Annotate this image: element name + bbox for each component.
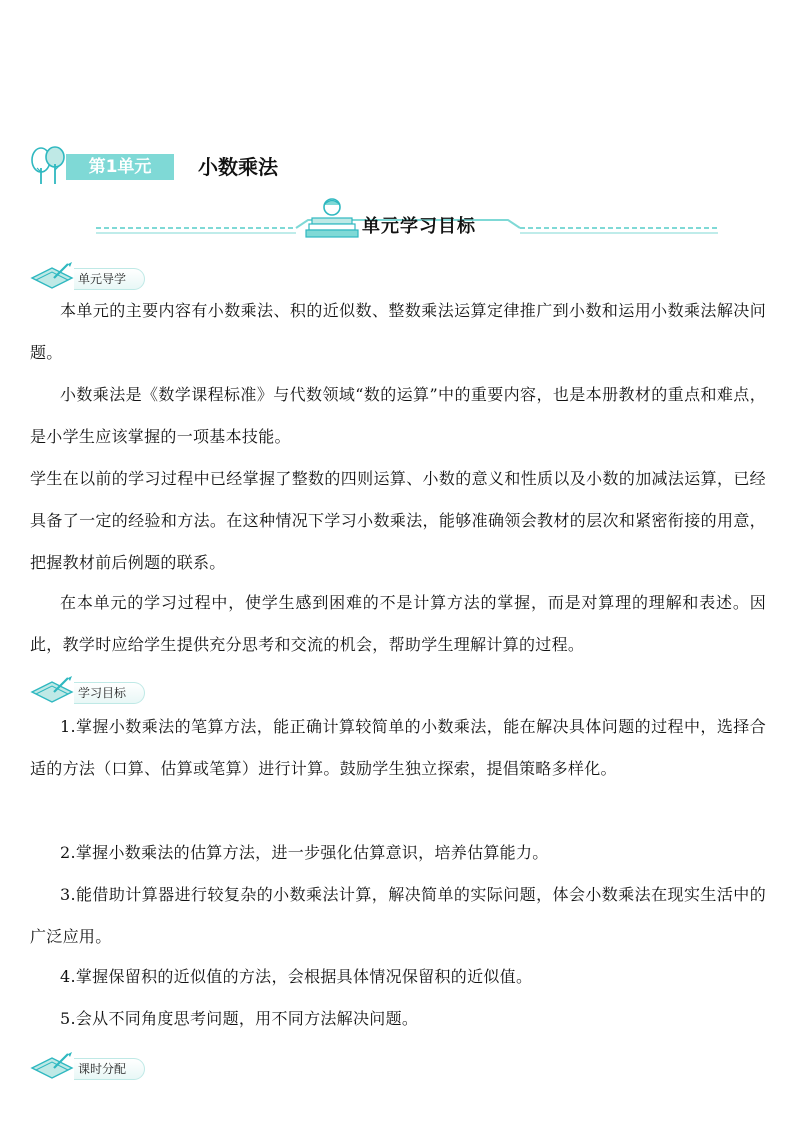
guide-paragraph: 在本单元的学习过程中，使学生感到困难的不是计算方法的掌握，而是对算理的理解和表述。因此，教学时应给学生提供充分思考和交流的机会，帮助学生理解计算的过程。 <box>30 593 766 654</box>
books-reading-icon <box>304 196 360 240</box>
goals-banner <box>96 190 718 248</box>
pencil-book-icon <box>30 262 74 292</box>
objective-item: 4.掌握保留积的近似值的方法，会根据具体情况保留积的近似值。 <box>60 967 533 986</box>
objective-item: 3.能借助计算器进行较复杂的小数乘法计算，解决简单的实际问题，体会小数乘法在现实生活中的广泛应用。 <box>30 885 766 946</box>
guide-paragraph: 本单元的主要内容有小数乘法、积的近似数、整数乘法运算定律推广到小数和运用小数乘法解决问题。 <box>30 301 766 362</box>
pencil-book-icon <box>30 1052 74 1082</box>
section-label-objectives: 学习目标 <box>74 682 145 704</box>
tree-icon <box>30 146 66 186</box>
pencil-book-icon <box>30 676 74 706</box>
guide-paragraph: 小数乘法是《数学课程标准》与代数领域“数的运算”中的重要内容，也是本册教材的重点和难点，是小学生应该掌握的一项基本技能。 <box>30 385 766 446</box>
guide-paragraph: 学生在以前的学习过程中已经掌握了整数的四则运算、小数的意义和性质以及小数的加减法运算，已经具备了一定的经验和方法。在这种情况下学习小数乘法，能够准确领会教材的层次和紧密衔接的用意，把握教材前后例题的联系。 <box>30 469 766 572</box>
objective-item: 2.掌握小数乘法的估算方法，进一步强化估算意识，培养估算能力。 <box>60 843 549 862</box>
unit-title: 小数乘法 <box>198 155 278 179</box>
objective-item: 5.会从不同角度思考问题，用不同方法解决问题。 <box>60 1009 419 1028</box>
unit-badge: 第1单元 <box>66 154 174 180</box>
section-label-guide: 单元导学 <box>74 268 145 290</box>
section-label-schedule: 课时分配 <box>74 1058 145 1080</box>
section-tag-schedule <box>30 1052 170 1082</box>
objective-item: 1.掌握小数乘法的笔算方法，能正确计算较简单的小数乘法，能在解决具体问题的过程中，选择合适的方法（口算、估算或笔算）进行计算。鼓励学生独立探索，提倡策略多样化。 <box>30 717 766 778</box>
section-tag-objectives <box>30 676 170 706</box>
banner-title: 单元学习目标 <box>362 216 476 237</box>
unit-header <box>30 146 770 186</box>
section-tag-guide <box>30 262 170 292</box>
